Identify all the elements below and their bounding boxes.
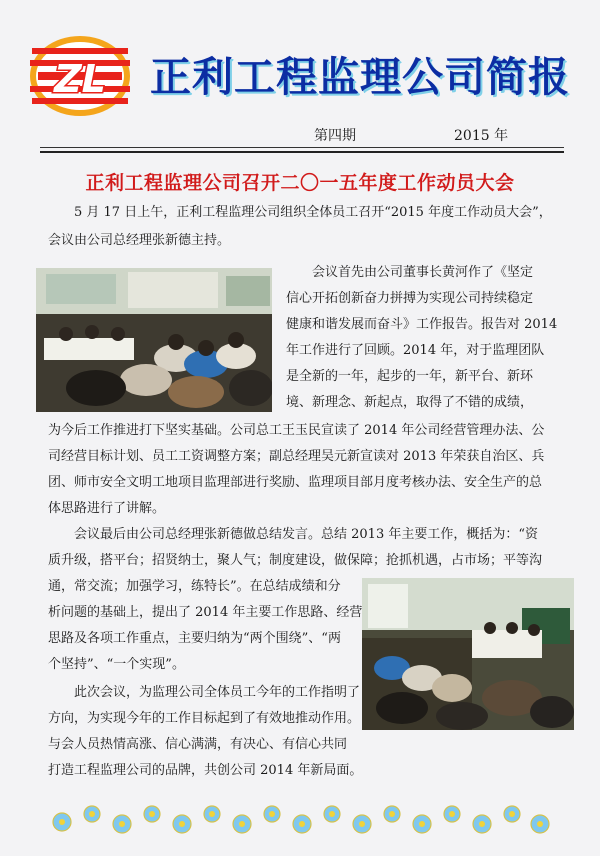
masthead-title: 正利工程监理公司简报: [150, 53, 570, 101]
article-line: 个坚持”、“一个实现”。: [48, 657, 185, 672]
article-line: 体思路进行了讲解。: [48, 501, 166, 516]
article-line: 健康和谐发展而奋斗》工作报告。报告对 2014: [286, 317, 558, 332]
company-logo-icon: [28, 34, 132, 118]
meeting-photo-1: [36, 268, 272, 412]
meeting-photo-2: [362, 578, 574, 730]
article-line: 团、师市安全文明工地项目监理部进行奖励、监理项目部月度考核办法、安全生产的总: [48, 475, 543, 490]
article-line: 为今后工作推进打下坚实基础。公司总工王玉民宣读了 2014 年公司经营管理办法、公: [48, 423, 545, 438]
flower-border-icon: [40, 800, 560, 840]
article-line: 会议首先由公司董事长黄河作了《坚定: [312, 265, 534, 280]
article-line: 5 月 17 日上午，正利工程监理公司组织全体员工召开“2015 年度工作动员大会”，: [74, 205, 552, 220]
article-line: 司经营目标计划、员工工资调整方案；副总经理吴元新宣读对 2013 年荣获自治区、兵: [48, 449, 545, 464]
issue-year: 2015 年: [454, 128, 509, 144]
article-line: 信心开拓创新奋力拼搏为实现公司持续稳定: [286, 291, 534, 306]
article-line: 会议由公司总经理张新德主持。: [48, 233, 231, 248]
article-line: 析问题的基础上，提出了 2014 年主要工作思路、经营: [48, 605, 363, 620]
article-line: 境、新理念、新起点，取得了不错的成绩，: [286, 395, 534, 410]
header-divider: [40, 147, 564, 148]
issue-line: [134, 125, 538, 145]
article-headline: 正利工程监理公司召开二〇一五年度工作动员大会: [85, 172, 515, 194]
article-line: 会议最后由公司总经理张新德做总结发言。总结 2013 年主要工作，概括为：“资: [74, 527, 538, 542]
article-line: 年工作进行了回顾。2014 年，对于监理团队: [286, 343, 545, 358]
article-line: 方向，为实现今年的工作目标起到了有效地推动作用。: [48, 711, 361, 726]
article-line: 与会人员热情高涨、信心满满，有决心、有信心共同: [48, 737, 348, 752]
article-line: 思路及各项工作重点，主要归纳为“两个围绕”、“两: [48, 631, 341, 646]
article-line: 质升级，搭平台；招贤纳士，聚人气；制度建设，做保障；抢抓机遇，占市场；平等沟: [48, 553, 543, 568]
logo-text: ZL: [54, 57, 106, 101]
article-line: 打造工程监理公司的品牌，共创公司 2014 年新局面。: [48, 763, 363, 778]
header-divider-thick: [40, 151, 564, 153]
issue-number: 第四期: [314, 128, 356, 144]
article-line: 是全新的一年，起步的一年，新平台、新环: [286, 369, 534, 384]
article-line: 此次会议，为监理公司全体员工今年的工作指明了: [74, 685, 361, 700]
article-line: 通，常交流；加强学习，练特长”。在总结成绩和分: [48, 579, 341, 594]
